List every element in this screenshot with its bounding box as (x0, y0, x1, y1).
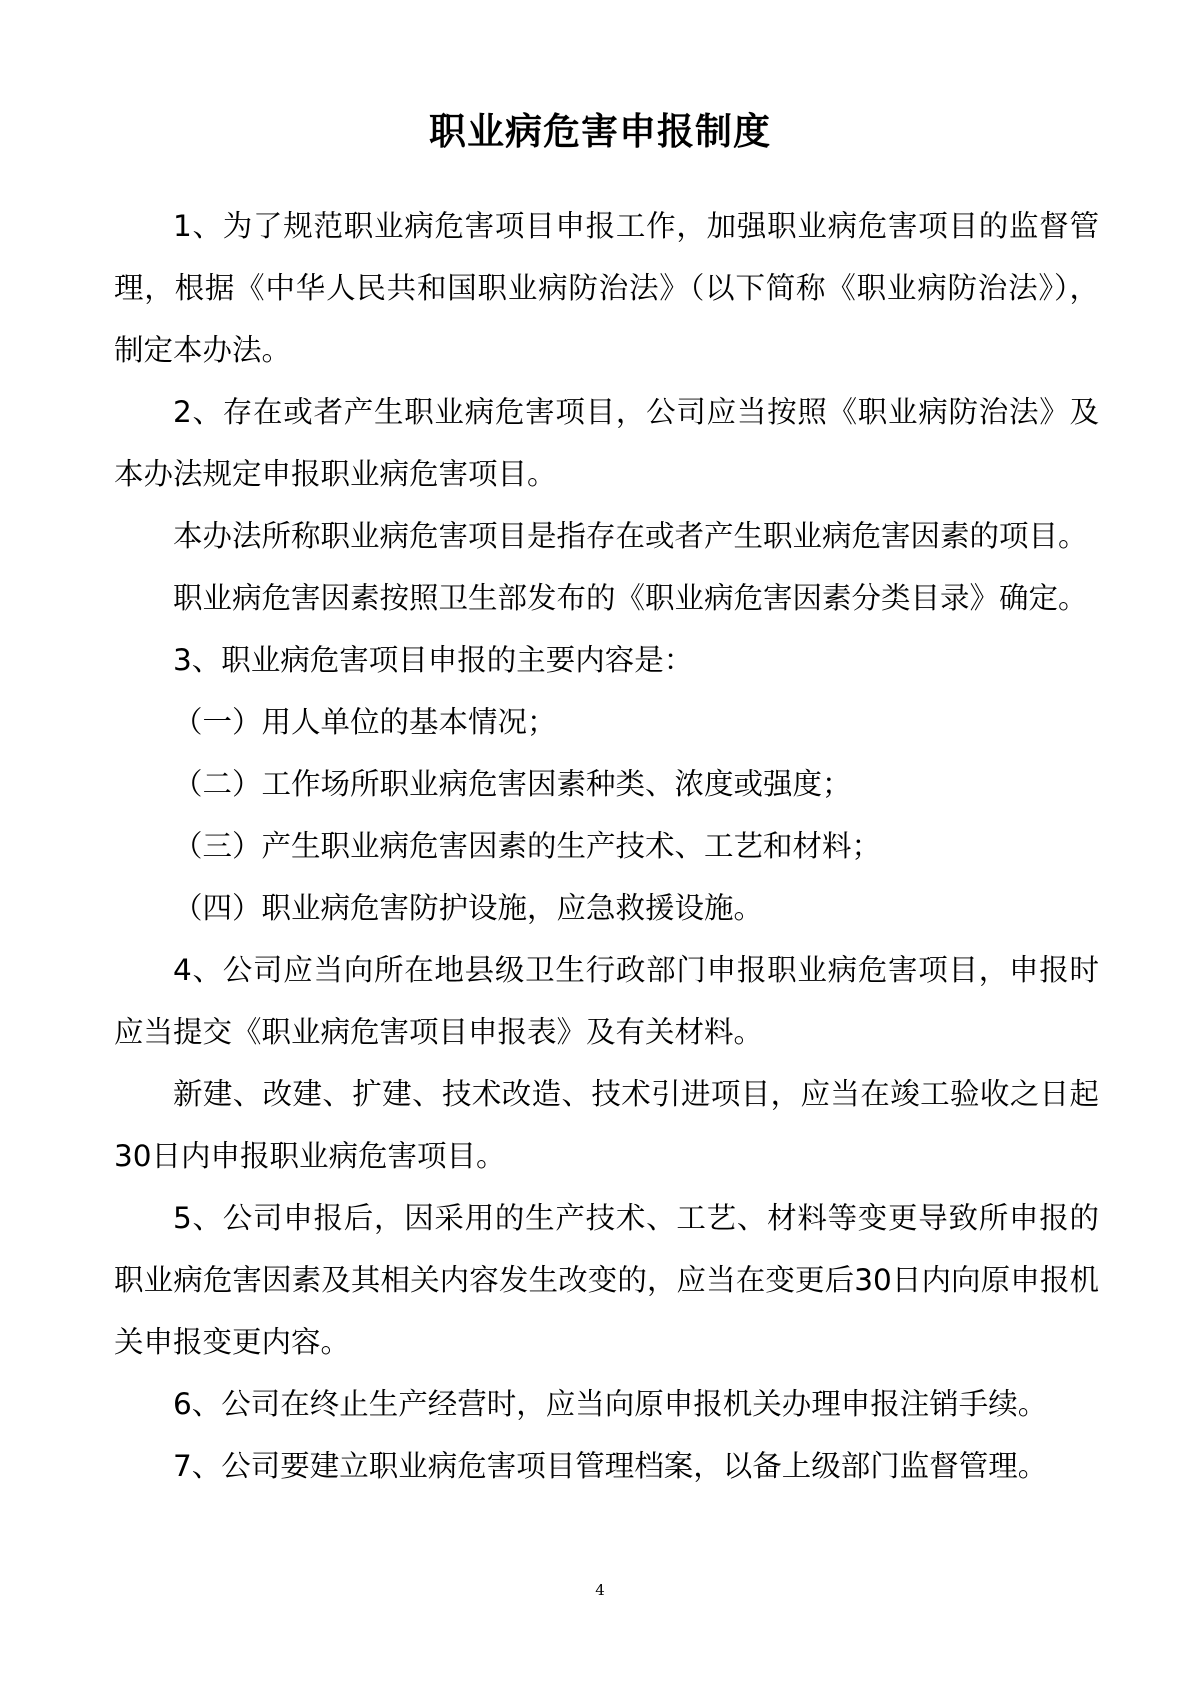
page-number: 4 (595, 1581, 605, 1599)
paragraph-6: （一）用人单位的基本情况； (173, 705, 557, 739)
paragraph-14: 7、公司要建立职业病危害项目管理档案，以备上级部门监督管理。 (173, 1449, 1048, 1483)
document-body (114, 195, 1099, 1497)
paragraph-3: 本办法所称职业病危害项目是指存在或者产生职业病危害因素的项目。 (173, 519, 1088, 553)
paragraph-5: 3、职业病危害项目申报的主要内容是： (173, 643, 694, 677)
paragraph-10: 4、公司应当向所在地县级卫生行政部门申报职业病危害项目，申报时应当提交《职业病危害项目申报表》及有关材料。 (114, 953, 1099, 1049)
paragraph-9: （四）职业病危害防护设施，应急救援设施。 (173, 891, 764, 925)
paragraph-8: （三）产生职业病危害因素的生产技术、工艺和材料； (173, 829, 882, 863)
paragraph-11: 新建、改建、扩建、技术改造、技术引进项目，应当在竣工验收之日起30日内申报职业病危害项目。 (114, 1077, 1099, 1173)
paragraph-1: 1、为了规范职业病危害项目申报工作，加强职业病危害项目的监督管理，根据《中华人民共和国职业病防治法》（以下简称《职业病防治法》），制定本办法。 (114, 209, 1099, 367)
paragraph-12: 5、公司申报后，因采用的生产技术、工艺、材料等变更导致所申报的职业病危害因素及其相关内容发生改变的，应当在变更后30日内向原申报机关申报变更内容。 (114, 1201, 1099, 1359)
paragraph-2: 2、存在或者产生职业病危害项目，公司应当按照《职业病防治法》及本办法规定申报职业病危害项目。 (114, 395, 1099, 491)
paragraph-13: 6、公司在终止生产经营时，应当向原申报机关办理申报注销手续。 (173, 1387, 1048, 1421)
page-title: 职业病危害申报制度 (429, 110, 771, 153)
paragraph-4: 职业病危害因素按照卫生部发布的《职业病危害因素分类目录》确定。 (173, 581, 1088, 615)
paragraph-7: （二）工作场所职业病危害因素种类、浓度或强度； (173, 767, 852, 801)
